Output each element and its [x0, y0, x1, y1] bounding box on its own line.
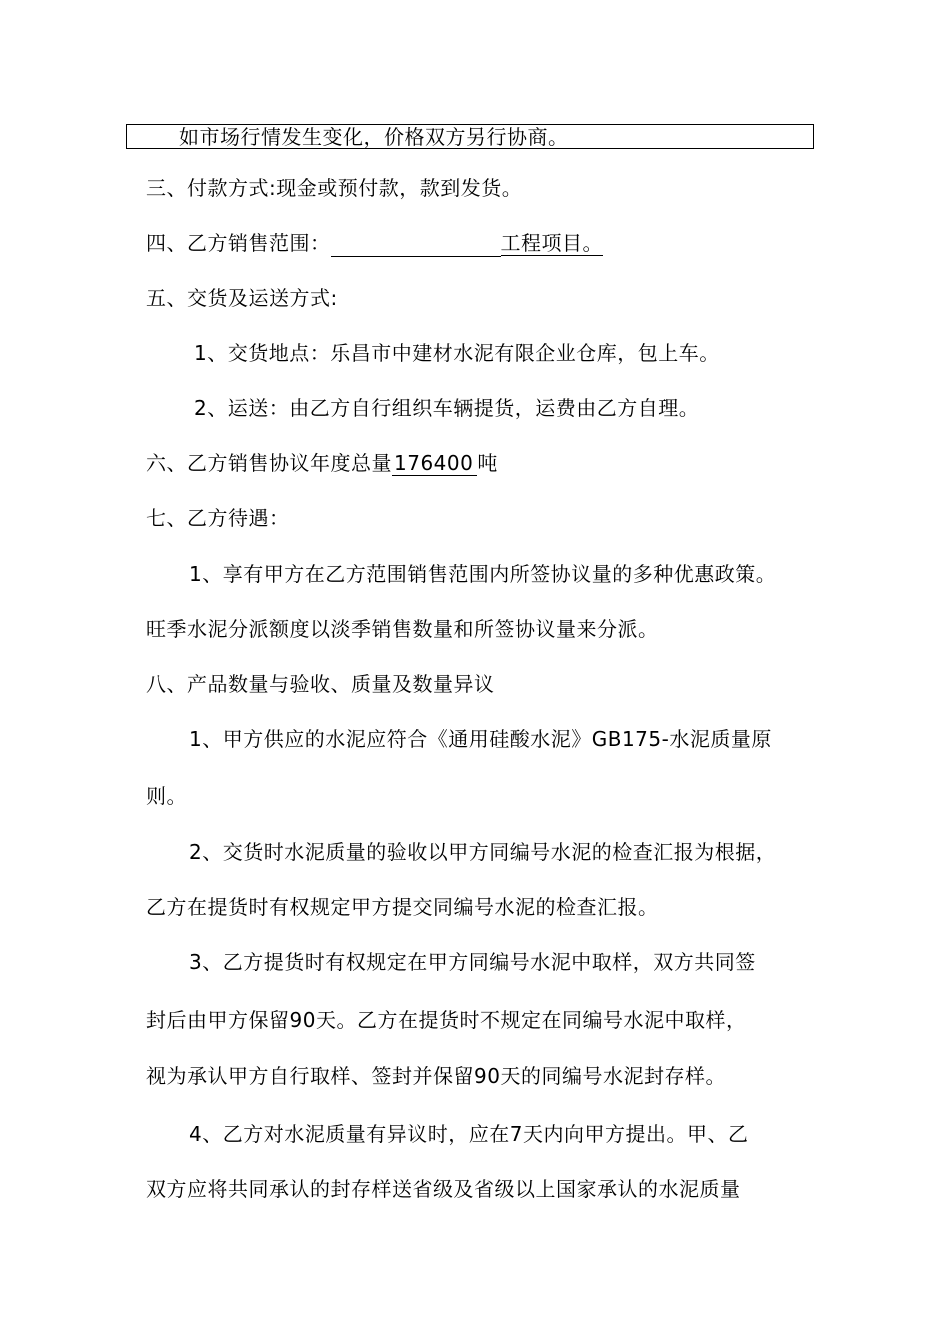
annual-total-unit: 吨 — [477, 451, 498, 475]
treatment-item-1-line-1: 1、享有甲方在乙方范围销售范围内所签协议量的多种优惠政策。 — [189, 562, 777, 586]
annual-total-label: 六、乙方销售协议年度总量 — [146, 451, 392, 475]
treatment-item-1-line-2: 旺季水泥分派额度以淡季销售数量和所签协议量来分派。 — [146, 617, 659, 641]
quality-item-3-line-2: 封后由甲方保留90天。乙方在提货时不规定在同编号水泥中取样， — [146, 1008, 747, 1032]
quality-item-3-line-3: 视为承认甲方自行取样、签封并保留90天的同编号水泥封存样。 — [146, 1064, 726, 1088]
payment-clause: 三、付款方式:现金或预付款，款到发货。 — [146, 176, 523, 200]
quality-item-3-line-1: 3、乙方提货时有权规定在甲方同编号水泥中取样，双方共同签 — [189, 950, 756, 974]
quality-item-4-line-2: 双方应将共同承认的封存样送省级及省级以上国家承认的水泥质量 — [146, 1177, 741, 1201]
treatment-heading: 七、乙方待遇： — [146, 506, 290, 530]
delivery-item-location: 1、交货地点：乐昌市中建材水泥有限企业仓库，包上车。 — [194, 341, 720, 365]
quality-item-1-line-1: 1、甲方供应的水泥应符合《通用硅酸水泥》GB175-水泥质量原 — [189, 727, 772, 751]
quality-heading: 八、产品数量与验收、质量及数量异议 — [146, 672, 495, 696]
delivery-heading: 五、交货及运送方式: — [146, 286, 338, 310]
boxed-clause — [126, 124, 814, 149]
delivery-item-transport: 2、运送：由乙方自行组织车辆提货，运费由乙方自理。 — [194, 396, 700, 420]
sales-scope-blank — [331, 232, 501, 257]
quality-item-2-line-2: 乙方在提货时有权规定甲方提交同编号水泥的检查汇报。 — [146, 895, 659, 919]
sales-scope-clause — [146, 229, 603, 257]
price-negotiation-text: 如市场行情发生变化，价格双方另行协商。 — [179, 125, 569, 149]
quality-item-2-line-1: 2、交货时水泥质量的验收以甲方同编号水泥的检查汇报为根据， — [189, 840, 777, 864]
annual-total-clause — [146, 449, 498, 477]
quality-item-4-line-1: 4、乙方对水泥质量有异议时，应在7天内向甲方提出。甲、乙 — [189, 1122, 749, 1146]
annual-total-value: 176400 — [392, 451, 477, 476]
quality-item-1-line-2: 则。 — [146, 784, 187, 808]
sales-scope-label: 四、乙方销售范围： — [146, 231, 331, 255]
sales-scope-suffix: 工程项目。 — [500, 231, 603, 255]
